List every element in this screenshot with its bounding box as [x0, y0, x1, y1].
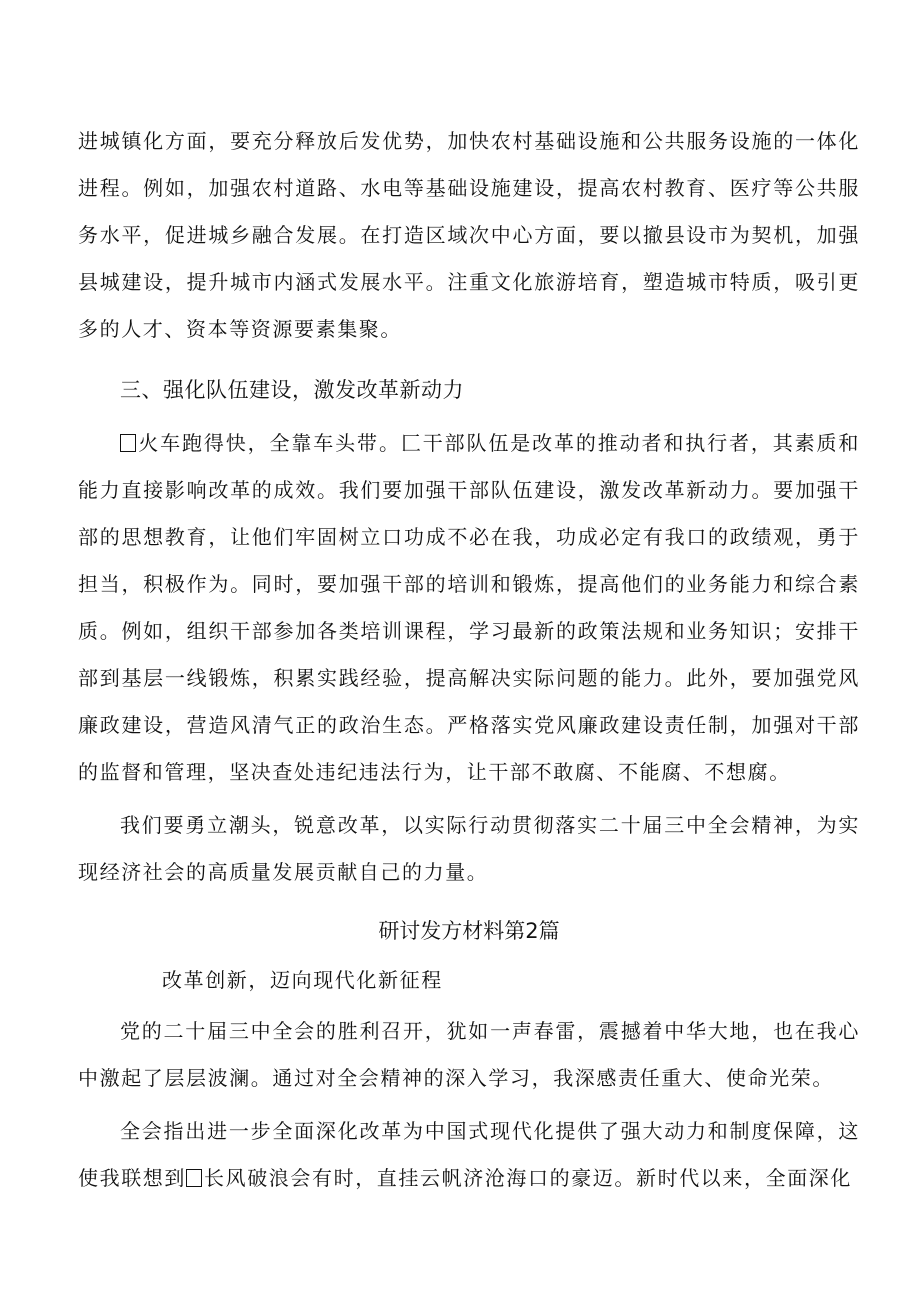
paragraph-conclusion: 我们要勇立潮头，锐意改革，以实际行动贯彻落实二十届三中全会精神，为实现经济社会的高质量发展贡献自己的力量。 [78, 813, 860, 884]
paragraph-reform-reflection-b: 长风破浪会有时，直挂云帆济沧海口的豪迈。新时代以来，全面深化 [204, 1166, 852, 1190]
paragraph-team-building-body: 匚干部队伍是改革的推动者和执行者，其素质和能力直接影响改革的成效。我们要加强干部队伍建设，激发改革新动力。要加强干部的思想教育，让他们牢固树立口功成不必在我，功成必定有我口的政绩观，勇于担当，积极作为。同时，要加强干部的培训和锻炼，提高他们的业务能力和综合素质。例如，组织干部参加各类培训课程，学习最新的政策法规和业务知识；安排干部到基层一线锻炼，积累实践经验，提高解决实际问题的能力。此外，要加强党风廉政建设，营造风清气正的政治生态。严格落实党风廉政建设责任制，加强对干部的监督和管理，坚决查处违纪违法行为，让干部不敢腐、不能腐、不想腐。 [78, 431, 860, 784]
article-subtitle-2: 改革创新，迈向现代化新征程 [162, 968, 443, 992]
missing-glyph-box-icon [186, 1169, 202, 1187]
paragraph-urbanization: 进城镇化方面，要充分释放后发优势，加快农村基础设施和公共服务设施的一体化进程。例如，加强农村道路、水电等基础设施建设，提高农村教育、医疗等公共服务水平，促进城乡融合发展。在打造区域次中心方面，要以撤县设市为契机，加强县城建设，提升城市内涵式发展水平。注重文化旅游培育，塑造城市特质，吸引更多的人才、资本等资源要素集聚。 [78, 129, 860, 341]
article-title-2: 研讨发方材料第2篇 [378, 919, 560, 943]
paragraph-team-building [78, 420, 860, 796]
document-page [78, 118, 860, 1202]
paragraph-reform-reflection [78, 1108, 860, 1202]
paragraph-reform-reflection-a: 全会指出进一步全面深化改革为中国式现代化提供了强大动力和制度保障，这使我联想到 [78, 1119, 860, 1190]
section-heading-3: 三、强化队伍建设，激发改革新动力 [120, 378, 464, 402]
missing-glyph-box-icon [120, 434, 136, 452]
paragraph-plenum-intro: 党的二十届三中全会的胜利召开，犹如一声春雷，震撼着中华大地，也在我心中激起了层层波澜。通过对全会精神的深入学习，我深感责任重大、使命光荣。 [78, 1019, 860, 1090]
paragraph-team-building-lead: 火车跑得快，全靠车头带。 [138, 431, 401, 455]
